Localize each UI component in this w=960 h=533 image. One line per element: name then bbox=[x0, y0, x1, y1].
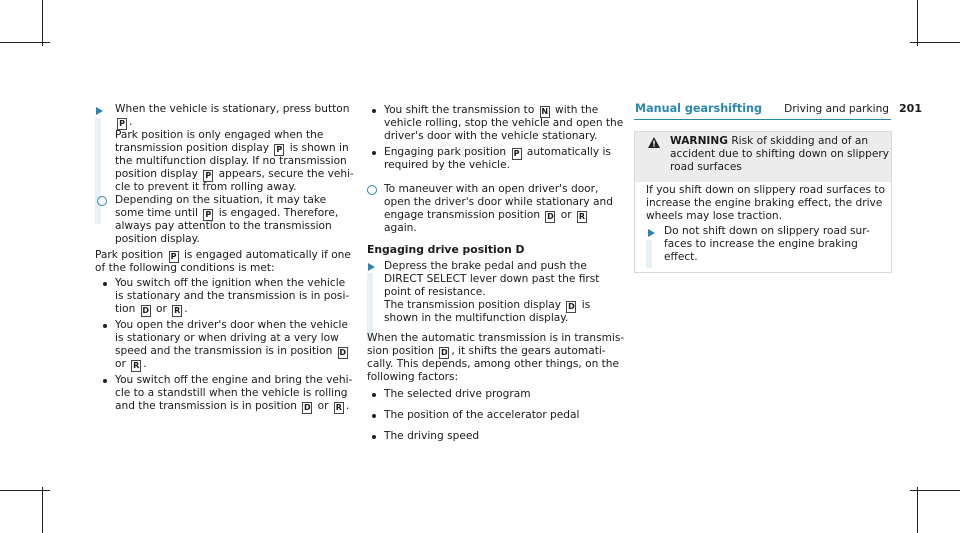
info-lightbulb-icon bbox=[97, 196, 107, 206]
step-arrow-icon bbox=[648, 229, 655, 237]
paragraph-text: following factors: bbox=[367, 371, 459, 383]
bullet-text: You open the driver's door when the vehicle bbox=[115, 319, 349, 331]
crop-mark bbox=[42, 487, 43, 533]
heading-rule bbox=[634, 119, 891, 120]
bullet-text: Engaging park position P automatically is bbox=[384, 146, 611, 158]
gear-position-symbol-icon: D bbox=[339, 348, 346, 357]
bullet-text: tion D or R . bbox=[115, 303, 188, 315]
step-bar bbox=[646, 240, 652, 268]
bullet-icon bbox=[372, 435, 376, 439]
bullet-icon bbox=[372, 109, 376, 113]
gear-position-symbol-icon: D bbox=[441, 348, 448, 357]
step-text: point of resistance. bbox=[384, 286, 486, 298]
crop-mark bbox=[910, 42, 960, 43]
page-header bbox=[762, 102, 922, 116]
bullet-text: or R . bbox=[115, 358, 147, 370]
factor-item: The position of the accelerator pedal bbox=[384, 409, 580, 421]
gear-position-symbol-icon: R bbox=[578, 212, 586, 221]
step-text: When the vehicle is stationary, press button bbox=[115, 103, 350, 115]
section-heading: Manual gearshifting bbox=[635, 102, 763, 115]
bullet-text: speed and the transmission is in position D bbox=[115, 345, 346, 357]
crop-mark bbox=[0, 490, 50, 491]
step-text: shown in the multifunction display. bbox=[384, 312, 569, 324]
page-number: 201 bbox=[899, 102, 922, 115]
step-text: DIRECT SELECT lever down past the first bbox=[384, 273, 600, 285]
gear-position-symbol-icon: P bbox=[169, 251, 179, 263]
step-text: position display P appears, secure the vehi- bbox=[115, 168, 354, 180]
note-text: again. bbox=[384, 222, 417, 234]
bullet-text: You shift the transmission to N with the bbox=[384, 104, 599, 116]
subsection-title: Engaging drive position D bbox=[367, 243, 525, 256]
paragraph-text: of the following conditions is met: bbox=[95, 262, 275, 274]
gear-position-symbol-icon: D bbox=[303, 403, 311, 412]
gear-position-symbol-icon: R bbox=[335, 403, 342, 412]
bullet-text: is stationary and the transmission is in posi- bbox=[115, 290, 350, 302]
step-arrow-icon bbox=[368, 263, 375, 271]
note-text: engage transmission position D or R bbox=[384, 209, 586, 221]
bullet-icon bbox=[103, 324, 107, 328]
bullet-icon bbox=[372, 393, 376, 397]
factor-item: The driving speed bbox=[384, 430, 480, 442]
warning-triangle-icon bbox=[648, 137, 660, 148]
gear-position-symbol-icon: P bbox=[203, 209, 213, 221]
warning-headline bbox=[670, 135, 868, 148]
bullet-text: cle to a standstill when the vehicle is rolling bbox=[115, 387, 348, 399]
park-symbol-icon: P bbox=[117, 118, 127, 130]
step-text: Depress the brake pedal and push the bbox=[384, 260, 587, 272]
bullet-text: You switch off the ignition when the vehicle bbox=[115, 277, 346, 289]
section-title: Driving and parking bbox=[784, 103, 890, 115]
crop-mark bbox=[917, 0, 918, 46]
note-text: To maneuver with an open driver's door, bbox=[384, 183, 599, 195]
bullet-text: driver's door with the vehicle stationary. bbox=[384, 130, 598, 142]
gear-position-symbol-icon: P bbox=[203, 170, 213, 182]
step-text: transmission position display P is shown in bbox=[115, 142, 349, 154]
gear-position-symbol-icon: D bbox=[142, 306, 149, 315]
bullet-text: is stationary or when driving at a very low bbox=[115, 332, 339, 344]
note-text: position display. bbox=[115, 233, 200, 245]
note-text: open the driver's door while stationary and bbox=[384, 196, 613, 208]
info-lightbulb-icon bbox=[367, 185, 377, 195]
crop-mark bbox=[910, 490, 960, 491]
gear-position-symbol-icon: D bbox=[568, 302, 575, 311]
warning-body-text: If you shift down on slippery road surfaces to bbox=[646, 184, 886, 196]
factor-item: The selected drive program bbox=[384, 388, 531, 400]
warning-step-text: effect. bbox=[664, 251, 698, 263]
note-text: always pay attention to the transmission bbox=[115, 220, 332, 232]
paragraph-text: cally. This depends, among other things, on the bbox=[367, 358, 620, 370]
paragraph-text: Park position P is engaged automatically if one bbox=[95, 249, 351, 261]
gear-position-symbol-icon: P bbox=[274, 144, 284, 156]
note-text: some time until P is engaged. Therefore, bbox=[115, 207, 339, 219]
warning-step-text: faces to increase the engine braking bbox=[664, 238, 858, 250]
warning-body-text: increase the engine braking effect, the drive bbox=[646, 197, 883, 209]
warning-head-text: Risk of skidding and of an bbox=[731, 135, 869, 147]
bullet-text: vehicle rolling, stop the vehicle and open the bbox=[384, 117, 624, 129]
note-text: Depending on the situation, it may take bbox=[115, 194, 327, 206]
bullet-text: and the transmission is in position D or R . bbox=[115, 400, 350, 412]
step-text: The transmission position display D is bbox=[384, 299, 591, 311]
bullet-text: You switch off the engine and bring the vehi- bbox=[115, 374, 353, 386]
bullet-icon bbox=[372, 151, 376, 155]
warning-label: WARNING bbox=[670, 135, 728, 147]
step-bar bbox=[95, 118, 101, 224]
gear-position-symbol-icon: R bbox=[174, 306, 181, 315]
step-text: P . bbox=[115, 116, 132, 130]
gear-position-symbol-icon: P bbox=[512, 148, 522, 160]
bullet-icon bbox=[103, 379, 107, 383]
step-arrow-icon bbox=[96, 107, 103, 115]
gear-position-symbol-icon: R bbox=[133, 361, 140, 370]
crop-mark bbox=[917, 487, 918, 533]
warning-step-text: Do not shift down on slippery road sur- bbox=[664, 225, 870, 237]
gear-position-symbol-icon: N bbox=[541, 107, 549, 116]
warning-head-text: accident due to shifting down on slippery bbox=[670, 148, 890, 160]
paragraph-text: When the automatic transmission is in transmis- bbox=[367, 332, 625, 344]
paragraph-text: sion position D , it shifts the gears automati- bbox=[367, 345, 606, 357]
warning-body-text: wheels may lose traction. bbox=[646, 210, 783, 222]
warning-head-text: road surfaces bbox=[670, 161, 742, 173]
step-text: cle to prevent it from rolling away. bbox=[115, 181, 297, 193]
crop-mark bbox=[42, 0, 43, 46]
bullet-text: required by the vehicle. bbox=[384, 159, 510, 171]
gear-position-symbol-icon: D bbox=[547, 212, 554, 221]
bullet-icon bbox=[372, 414, 376, 418]
bullet-icon bbox=[103, 282, 107, 286]
step-text: Park position is only engaged when the bbox=[115, 129, 324, 141]
crop-mark bbox=[0, 42, 50, 43]
step-text: the multifunction display. If no transmission bbox=[115, 155, 347, 167]
step-bar bbox=[367, 273, 373, 341]
